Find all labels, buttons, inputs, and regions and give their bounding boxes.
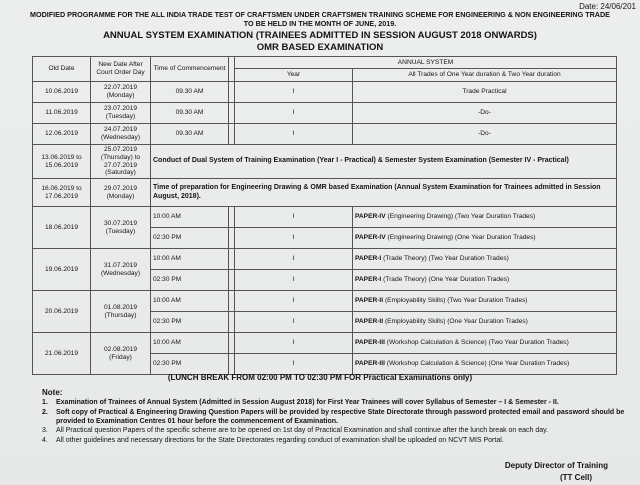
old-date-cell: 12.06.2019 xyxy=(33,124,91,145)
trade-cell: -Do- xyxy=(353,124,617,145)
paper-number: PAPER-III xyxy=(355,360,385,368)
note-text: All other guidelines and necessary directions for the State Directorates regarding conduct of examination shall be uploaded on NCVT MIS Portal. xyxy=(56,437,504,444)
paper-cell xyxy=(353,228,617,249)
note-number: 1. xyxy=(42,399,48,406)
paper-cell xyxy=(353,249,617,270)
old-date-cell: 16.06.2019 to 17.06.2019 xyxy=(33,179,91,207)
paper-cell xyxy=(353,270,617,291)
old-date-cell: 20.06.2019 xyxy=(33,291,91,333)
time-cell: 09.30 AM xyxy=(151,124,229,145)
note-number: 2. xyxy=(42,408,48,416)
time-cell: 02:30 PM xyxy=(151,354,229,375)
header-old-date: Old Date xyxy=(33,57,91,82)
note-text: Examination of Trainees of Annual System (Admitted in Session August 2018) for First Year Trainees will cover Syllabus of Semester – I & Semester - II. xyxy=(56,399,559,406)
year-cell: I xyxy=(235,103,353,124)
note-number: 3. xyxy=(42,427,48,435)
old-date-cell: 19.06.2019 xyxy=(33,249,91,291)
paper-number: PAPER-IV xyxy=(355,213,386,221)
preparation-description: Time of preparation for Engineering Drawing & OMR based Examination (Annual System Examination for Trainees admitted in Session August, 2018). xyxy=(151,179,617,207)
time-cell: 10:00 AM xyxy=(151,207,229,228)
trade-cell: -Do- xyxy=(353,103,617,124)
table-row xyxy=(33,103,617,124)
note-item xyxy=(42,437,632,446)
table-row xyxy=(33,249,617,270)
new-date-cell: 22.07.2019 (Monday) xyxy=(91,82,151,103)
table-row-dual-system xyxy=(33,145,617,179)
time-cell: 02:30 PM xyxy=(151,228,229,249)
year-cell: I xyxy=(235,249,353,270)
new-date-cell: 02.08.2019 (Friday) xyxy=(91,333,151,375)
year-cell: I xyxy=(235,228,353,249)
note-number: 4. xyxy=(42,437,48,444)
table-row xyxy=(33,291,617,312)
year-cell: I xyxy=(235,354,353,375)
notes-title: Note: xyxy=(42,388,63,397)
header-new-date: New Date After Court Order Day xyxy=(91,57,151,82)
paper-description: (Employability Skills) (One Year Duration Trades) xyxy=(384,318,528,326)
paper-cell xyxy=(353,291,617,312)
time-cell: 09.30 AM xyxy=(151,82,229,103)
paper-cell xyxy=(353,333,617,354)
paper-description: (Workshop Calculation & Science) (One Year Duration Trades) xyxy=(386,360,570,368)
dual-system-description: Conduct of Dual System of Training Examination (Year I - Practical) & Semester System Examination (Semester IV - Practical) xyxy=(151,145,617,179)
year-cell: I xyxy=(235,270,353,291)
old-date-cell: 18.06.2019 xyxy=(33,207,91,249)
table-row xyxy=(33,207,617,228)
paper-description: (Trade Theory) (Two Year Duration Trades) xyxy=(383,255,509,263)
new-date-cell: 24.07.2019 (Wednesday) xyxy=(91,124,151,145)
year-cell: I xyxy=(235,333,353,354)
paper-description: (Trade Theory) (One Year Duration Trades) xyxy=(383,276,510,284)
old-date-cell: 11.06.2019 xyxy=(33,103,91,124)
paper-description: (Workshop Calculation & Science) (Two Year Duration Trades) xyxy=(386,339,569,347)
header-trades: All Trades of One Year duration & Two Year duration xyxy=(353,69,617,82)
new-date-cell: 23.07.2019 (Tuesday) xyxy=(91,103,151,124)
signature-department: (TT Cell) xyxy=(560,473,592,482)
header-year: Year xyxy=(235,69,353,82)
exam-schedule-table xyxy=(32,56,617,375)
time-cell: 10:00 AM xyxy=(151,333,229,354)
paper-number: PAPER-IV xyxy=(355,234,386,242)
paper-description: (Engineering Drawing) (One Year Duration Trades) xyxy=(387,234,536,242)
trade-cell: Trade Practical xyxy=(353,82,617,103)
time-cell: 09.30 AM xyxy=(151,103,229,124)
lunch-break-note: (LUNCH BREAK FROM 02:00 PM TO 02:30 PM FOR Practical Examinations only) xyxy=(167,373,473,382)
header-time: Time of Commencement xyxy=(151,57,229,82)
table-row xyxy=(33,82,617,103)
note-text: Soft copy of Practical & Engineering Drawing Question Papers will be provided by respective State Directorate through password protected email and password should be provided to Examination Centres 01 hour before the commencement of Examination. xyxy=(56,408,625,425)
table-row xyxy=(33,124,617,145)
header-line-4: OMR BASED EXAMINATION xyxy=(256,42,384,53)
year-cell: I xyxy=(235,82,353,103)
note-item xyxy=(42,409,632,427)
paper-cell xyxy=(353,207,617,228)
paper-number: PAPER-I xyxy=(355,276,382,284)
paper-number: PAPER-II xyxy=(355,297,384,305)
paper-description: (Employability Skills) (Two Year Duration Trades) xyxy=(384,297,528,305)
year-cell: I xyxy=(235,207,353,228)
table-row-preparation xyxy=(33,179,617,207)
new-date-cell: 31.07.2019 (Wednesday) xyxy=(91,249,151,291)
table-row xyxy=(33,333,617,354)
header-annual-system: ANNUAL SYSTEM xyxy=(235,57,617,69)
year-cell: I xyxy=(235,312,353,333)
header-line-3: ANNUAL SYSTEM EXAMINATION (TRAINEES ADMITTED IN SESSION AUGUST 2018 ONWARDS) xyxy=(103,30,537,41)
paper-description: (Engineering Drawing) (Two Year Duration Trades) xyxy=(387,213,536,221)
time-cell: 10:00 AM xyxy=(151,249,229,270)
old-date-cell: 10.06.2019 xyxy=(33,82,91,103)
new-date-cell: 30.07.2019 (Tuesday) xyxy=(91,207,151,249)
notes-section xyxy=(42,388,632,447)
time-cell: 02:30 PM xyxy=(151,312,229,333)
time-cell: 10:00 AM xyxy=(151,291,229,312)
paper-cell xyxy=(353,354,617,375)
year-cell: I xyxy=(235,291,353,312)
note-text: All Practical question Papers of the specific scheme are to be opened on 1st day of Practical Examination and shall continue after the lunch break on each day. xyxy=(56,427,549,435)
paper-number: PAPER-III xyxy=(355,339,385,347)
signature-title: Deputy Director of Training xyxy=(504,461,608,470)
paper-number: PAPER-II xyxy=(355,318,384,326)
header-line-2: TO BE HELD IN THE MONTH OF JUNE, 2019. xyxy=(243,19,397,28)
old-date-cell: 21.06.2019 xyxy=(33,333,91,375)
paper-cell xyxy=(353,312,617,333)
note-item xyxy=(42,399,632,408)
new-date-cell: 01.08.2019 (Thursday) xyxy=(91,291,151,333)
paper-number: PAPER-I xyxy=(355,255,382,263)
new-date-cell: 25.07.2019 (Thursday) to 27.07.2019 (Saturday) xyxy=(91,145,151,179)
time-cell: 02:30 PM xyxy=(151,270,229,291)
note-item xyxy=(42,427,632,436)
new-date-cell: 29.07.2019 (Monday) xyxy=(91,179,151,207)
header-line-1: MODIFIED PROGRAMME FOR THE ALL INDIA TRADE TEST OF CRAFTSMEN UNDER CRAFTSMEN TRAINING SCHEME FOR ENGINEERING & NON ENGINEERING TRADE xyxy=(30,10,610,19)
document-date: Date: 24/06/201 xyxy=(579,2,636,11)
old-date-cell: 13.06.2019 to 15.06.2019 xyxy=(33,145,91,179)
year-cell: I xyxy=(235,124,353,145)
